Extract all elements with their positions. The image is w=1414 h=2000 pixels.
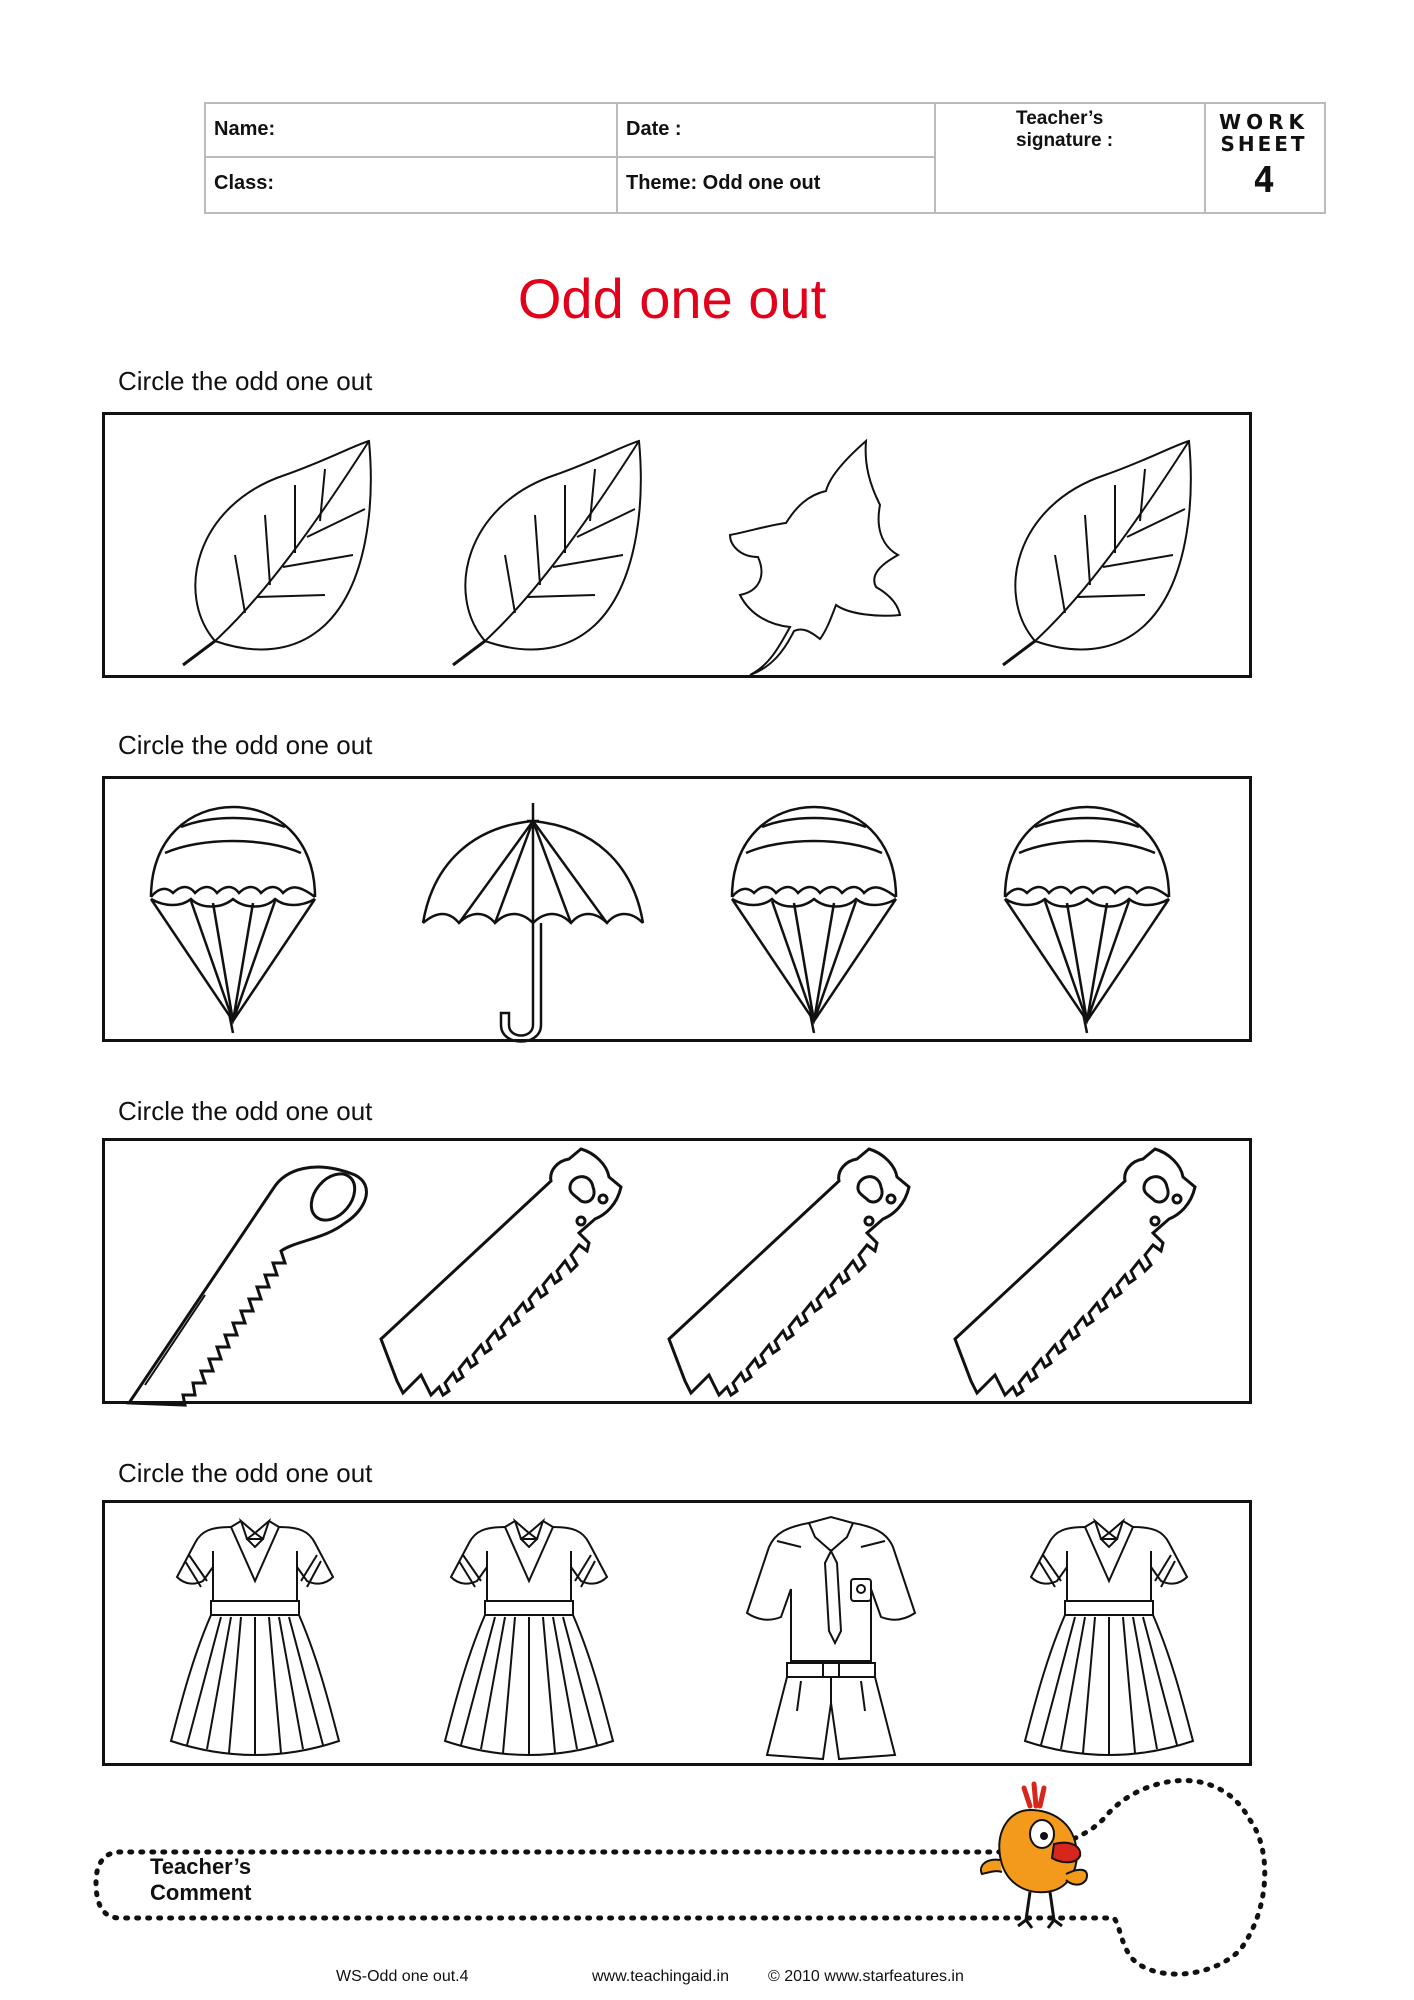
worksheet-label-line1: WORK [1219, 110, 1309, 134]
class-label: Class: [214, 172, 275, 194]
worksheet-badge [1204, 104, 1324, 212]
instruction-2: Circle the odd one out [118, 730, 373, 760]
girl-uniform-icon [445, 1521, 613, 1755]
teacher-comment-line2: Comment [150, 1880, 252, 1905]
instruction-4: Circle the odd one out [118, 1458, 373, 1488]
exercise-box-3 [102, 1138, 1252, 1404]
umbrella-icon [423, 803, 643, 1042]
footer-link-teachingaid[interactable]: www.teachingaid.in [592, 1968, 729, 1985]
boy-uniform-icon [747, 1517, 915, 1759]
hand-saw-icon [955, 1149, 1195, 1395]
teacher-comment-line1: Teacher’s [150, 1854, 252, 1879]
teacher-signature-line1: Teacher’s [1016, 108, 1104, 129]
girl-uniform-icon [171, 1521, 339, 1755]
hand-saw-icon [669, 1149, 909, 1395]
instruction-3: Circle the odd one out [118, 1096, 373, 1126]
worksheet-number: 4 [1253, 160, 1275, 201]
name-label: Name: [214, 118, 276, 140]
footer-worksheet-id: WS-Odd one out.4 [336, 1968, 469, 1985]
teacher-comment-label [150, 1854, 251, 1906]
exercise-box-4 [102, 1500, 1252, 1766]
hand-saw-icon [381, 1149, 621, 1395]
leaf-icon [453, 441, 641, 665]
maple-leaf-icon [730, 441, 900, 675]
exercise-box-1 [102, 412, 1252, 678]
footer-copyright: © 2010 www.starfeatures.in [768, 1968, 964, 1985]
leaf-icon [1003, 441, 1191, 665]
girl-uniform-icon [1025, 1521, 1193, 1755]
parachute-icon [151, 807, 315, 1033]
header-divider [934, 104, 936, 212]
bird-mascot-icon [981, 1784, 1087, 1928]
theme-label: Theme: Odd one out [626, 172, 821, 194]
parachute-icon [1005, 807, 1169, 1033]
date-label: Date : [626, 118, 682, 140]
exercise-box-2 [102, 776, 1252, 1042]
teacher-signature-line2: signature : [1016, 130, 1114, 151]
knife-saw-icon [129, 1166, 366, 1405]
page-title [0, 266, 1414, 331]
header-divider [206, 156, 934, 158]
parachute-icon [732, 807, 896, 1033]
worksheet-label-line2: SHEET [1220, 132, 1308, 156]
teacher-comment-border [90, 1760, 1270, 1990]
header-table [204, 102, 1326, 214]
header-divider [616, 104, 618, 212]
teacher-signature-label [1016, 108, 1113, 152]
instruction-1: Circle the odd one out [118, 366, 373, 396]
page-title-text: Odd one out [517, 267, 827, 330]
leaf-icon [183, 441, 371, 665]
